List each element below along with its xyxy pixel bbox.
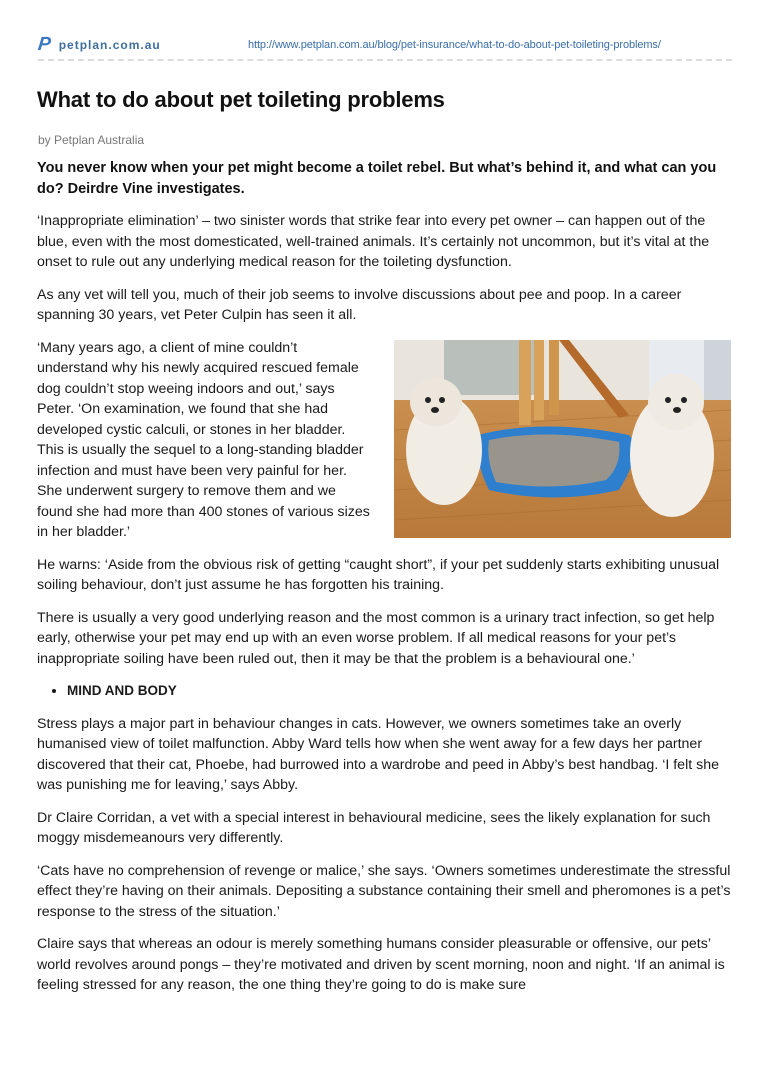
paragraph: Dr Claire Corridan, a vet with a special interest in behavioural medicine, sees the likely explanation for such moggy misdemeanours very differently. <box>37 809 711 846</box>
paragraph: ‘Inappropriate elimination’ – two sinister words that strike fear into every pet owner – can happen out of the blue, even with the most domesticated, well-trained animals. It’s certainly not uncommon, but it’s vital at the onset to rule out any underlying medical reason for the toileting dysfunction. <box>37 213 710 270</box>
paragraph: ‘Many years ago, a client of mine couldn’t understand why his newly acquired rescued female dog couldn’t stop weeing indoors and out,’ says Peter. ‘On examination, we found that she had developed cystic calculi, or stones in her bladder. This is usually the sequel to a long-standing bladder infection and must have been very painful for her. She underwent surgery to remove them and we found she had more than 400 stones of various sizes in her bladder.’ <box>37 339 370 540</box>
header-divider <box>38 59 732 61</box>
page-header <box>38 36 732 58</box>
article-body <box>37 158 737 1008</box>
petplan-logo-icon: P <box>36 34 52 55</box>
source-url-link[interactable]: http://www.petplan.com.au/blog/pet-insurance/what-to-do-about-pet-toileting-problems/ <box>248 39 661 51</box>
section-list <box>37 681 737 702</box>
paragraph: Stress plays a major part in behaviour changes in cats. However, we owners sometimes take an overly humanised view of toilet malfunction. Abby Ward tells how when she went away for a few days her partner discovered that their cat, Phoebe, had burrowed into a wardrobe and peed in Abby’s best handbag. ‘I felt she was punishing me for leaving,’ says Abby. <box>37 715 719 793</box>
photo-illustration-icon <box>394 340 731 538</box>
site-name: petplan.com.au <box>58 38 161 52</box>
paragraph: There is usually a very good underlying reason and the most common is a urinary tract infection, so get help early, otherwise your pet may end up with an even worse problem. If all medical reasons for your pet’s inappropriate soiling have been ruled out, then it may be that the problem is a behavioural one.’ <box>37 609 715 667</box>
site-logo[interactable] <box>38 36 161 54</box>
paragraph: ‘Cats have no comprehension of revenge or malice,’ she says. ‘Owners sometimes underestimate the stressful effect they’re having on their animals. Depositing a substance containing their smell and pheromones is a pet’s response to the stress of the situation.’ <box>37 862 731 920</box>
article-byline: by Petplan Australia <box>38 133 145 147</box>
article-title: What to do about pet toileting problems <box>37 87 445 112</box>
paragraph: Claire says that whereas an odour is merely something humans consider pleasurable or offensive, our pets’ world revolves around pongs – they’re motivated and driven by scent morning, noon and night. ‘If an animal is feeling stressed for any reason, the one thing they’re going to do is make sure <box>37 936 725 993</box>
article-lede: You never know when your pet might become a toilet rebel. But what’s behind it, and what can you do? Deirdre Vine investigates. <box>37 160 717 197</box>
paragraph: As any vet will tell you, much of their job seems to involve discussions about pee and poop. In a career spanning 30 years, vet Peter Culpin has seen it all. <box>37 286 682 323</box>
section-heading: • MIND AND BODY <box>67 681 737 702</box>
paragraph: He warns: ‘Aside from the obvious risk of getting “caught short”, if your pet suddenly starts exhibiting unusual soiling behaviour, don’t just assume he has forgotten his training. <box>37 556 720 593</box>
dogs-litter-tray-photo <box>394 340 731 538</box>
